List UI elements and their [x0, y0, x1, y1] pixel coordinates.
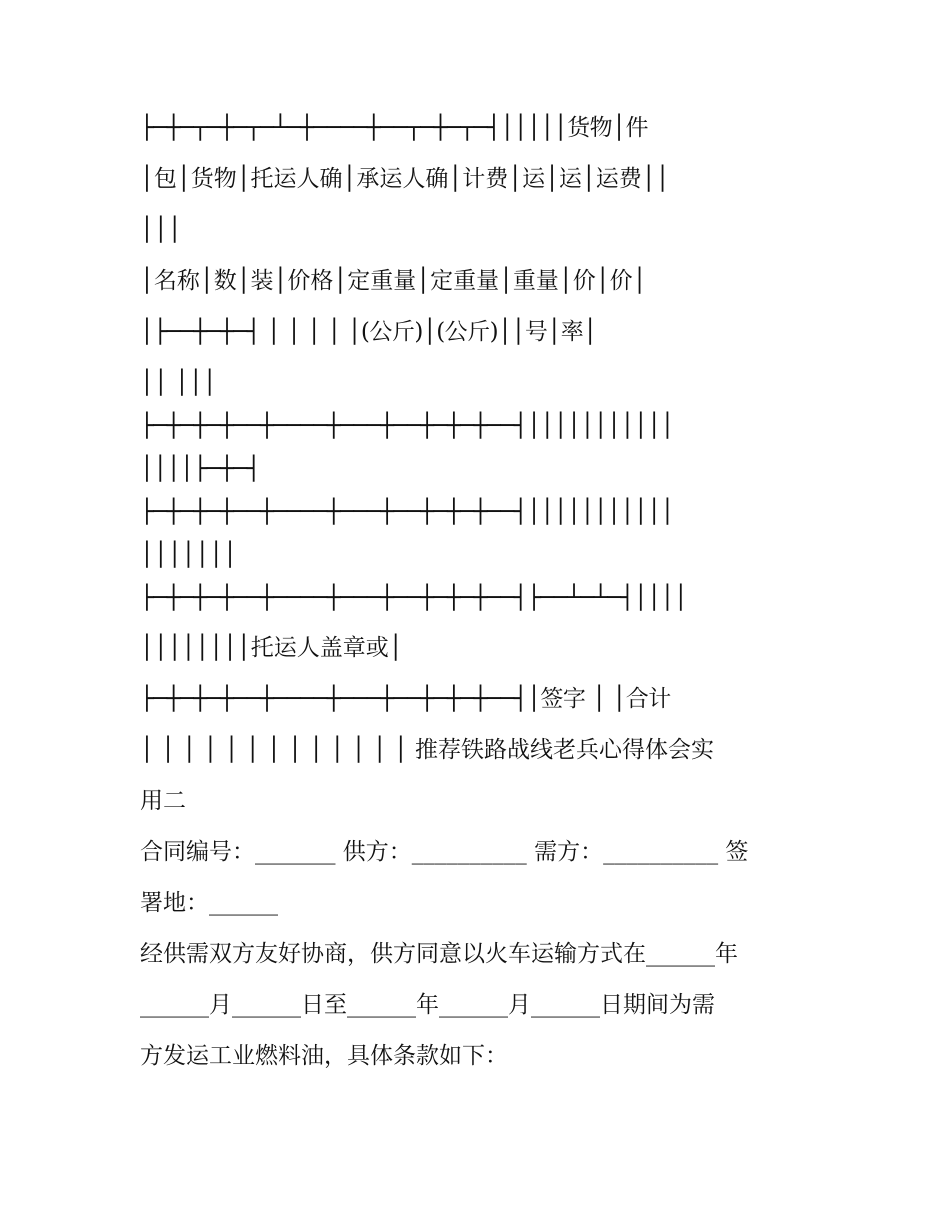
body-paragraph-line: ______月______日至______年______月______日期间为需: [140, 992, 715, 1018]
table-border-row: │││: [140, 217, 182, 243]
table-body-row: ├─┼─┼─┼──┼────┼───┼──┼─┼─┼──┤│签字 │ │合计: [140, 686, 671, 712]
table-border-row: ├─┼─┼─┼──┼────┼───┼──┼─┼─┼──┤│││││││││││: [140, 499, 674, 525]
body-paragraph-line: 经供需双方友好协商，供方同意以火车运输方式在______年: [140, 941, 738, 967]
table-header-row: │包│货物│托运人确│承运人确│计费│运│运│运费││: [140, 166, 670, 192]
contract-info-line: 合同编号：_______ 供方：__________ 需方：__________ 签: [140, 839, 749, 865]
table-border-row: ├─┼─┼─┼──┼────┼───┼──┼─┼─┼──┤├──┴─┴─┤││││: [140, 585, 688, 611]
table-border-row: ││││├─┼─┤: [140, 456, 261, 482]
document-heading-line: 用二: [140, 788, 186, 814]
table-border-row: ││ │││: [140, 370, 217, 396]
table-header-row: │├──┼─┼─┤ │ │ │ │ │(公斤)│(公斤)││号│率│: [140, 319, 597, 345]
document-heading-line: │ │ │ │ │ │ │ │ │ │ │ │ │ 推荐铁路战线老兵心得体会实: [140, 737, 715, 763]
table-header-row: │名称│数│装│价格│定重量│定重量│重量│价│价│: [140, 268, 647, 294]
contract-info-line: 署地：______: [140, 890, 278, 916]
body-paragraph-line: 方发运工业燃料油，具体条款如下：: [140, 1043, 508, 1069]
table-border-row: │││││││: [140, 542, 237, 568]
table-border-row: ├─┼─┼─┼──┼────┼───┼──┼─┼─┼──┤│││││││││││: [140, 413, 674, 439]
table-body-row: ││││││││托运人盖章或│: [140, 635, 403, 661]
table-border-row: ├─┼─┬─┼─┬─┴─┼────┼──┬─┼─┬─┤│││││货物│件: [140, 115, 648, 141]
